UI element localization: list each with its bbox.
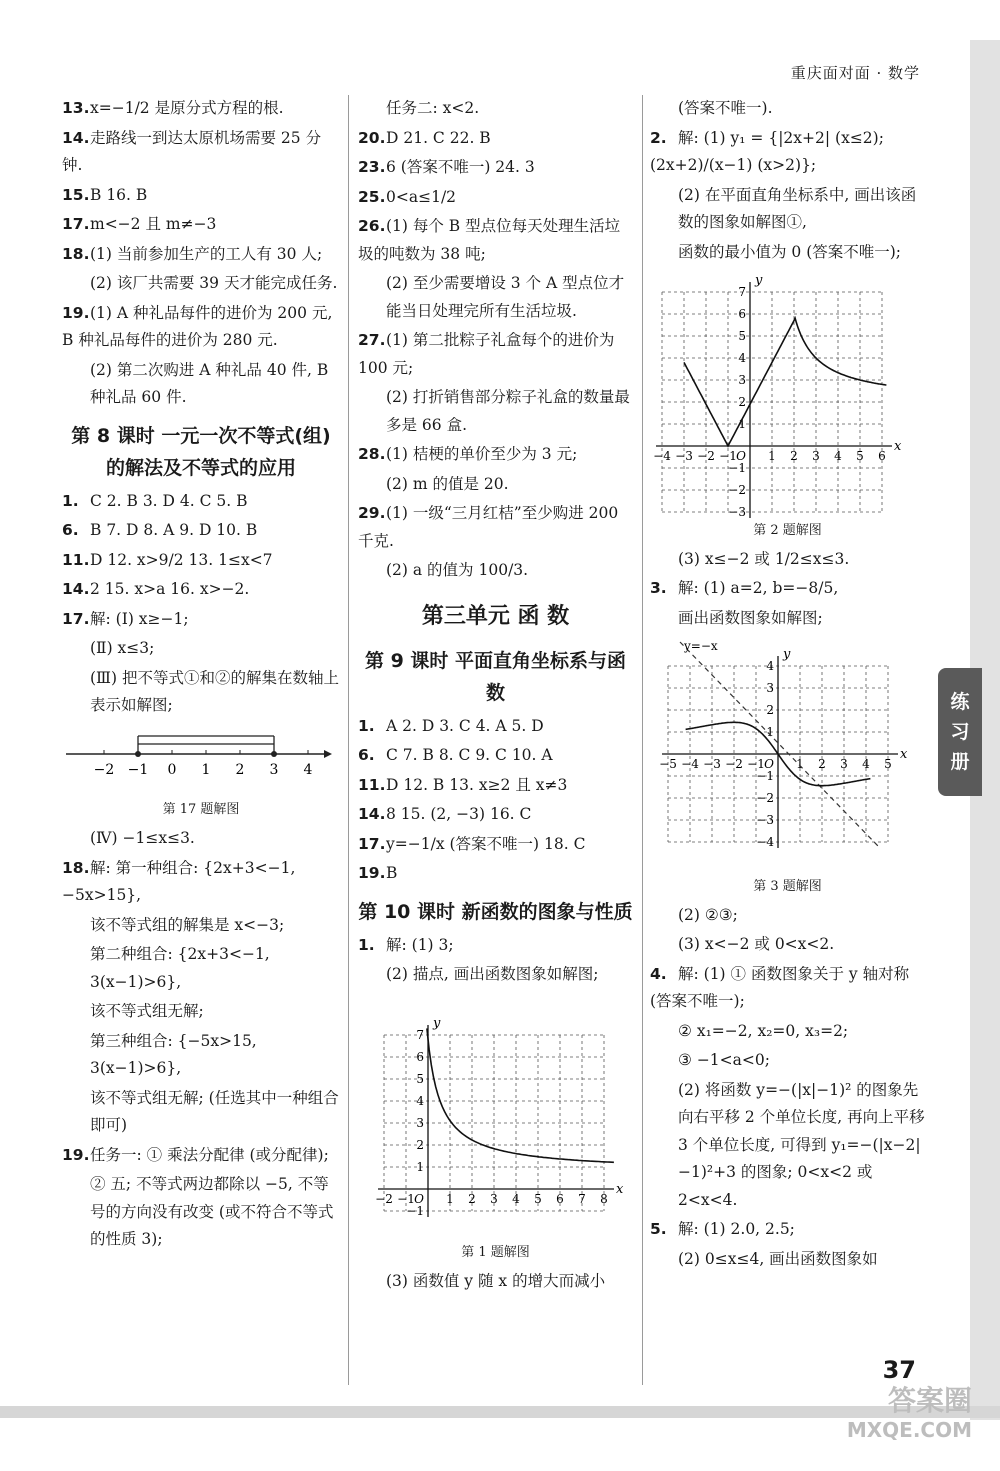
answer-item (62, 488, 340, 516)
y-axis-label: y (755, 273, 763, 288)
answer-text: B (386, 864, 398, 882)
answer-number: 19. (358, 864, 386, 882)
tick-label: 8 (600, 1191, 608, 1206)
answer-item (62, 211, 340, 239)
answer-text: ② x₁=−2, x₂=0, x₃=2; (678, 1021, 849, 1040)
figure-3-caption: 第 3 题解图 (753, 878, 822, 894)
answer-item (358, 500, 633, 555)
lesson-8-title: 第 8 课时 一元一次不等式(组)的解法及不等式的应用 (71, 424, 331, 479)
answer-number: 28. (358, 445, 386, 463)
tick-label: 4 (512, 1191, 520, 1206)
tick-label: 3 (840, 757, 848, 771)
tick-label: −2 (725, 757, 743, 771)
figure-17 (62, 724, 340, 822)
tick-label: −2 (93, 761, 115, 778)
answer-number: 1. (358, 716, 375, 735)
watermark (847, 1384, 972, 1442)
answer-number: 19. (62, 303, 90, 322)
answer-text: (2) 在平面直角坐标系中, 画出该函数的图象如解图①, (678, 185, 917, 231)
unit-3-title: 第三单元 函 数 (421, 603, 570, 629)
answer-item (650, 931, 925, 959)
tick-label: −3 (675, 449, 693, 463)
tick-label: 3 (269, 761, 279, 778)
answer-text: (2) 第二次购进 A 种礼品 40 件, B 种礼品 60 件. (90, 360, 329, 406)
answer-text: (2) 打折销售部分粽子礼盒的数量最多是 66 盒. (386, 388, 630, 434)
answer-item (62, 606, 340, 634)
answer-item (62, 1028, 340, 1083)
tick-label: −2 (697, 449, 715, 463)
answer-text: 6 (答案不唯一) 24. 3 (386, 158, 535, 176)
answer-text: (2) 0≤x≤4, 画出函数图象如 (678, 1249, 878, 1268)
answer-number: 11. (358, 775, 386, 794)
answer-item (358, 154, 633, 182)
tick-label: 3 (766, 681, 774, 695)
answer-item (62, 241, 340, 269)
tick-label: 2 (468, 1191, 476, 1206)
tick-label: −2 (756, 791, 774, 805)
tick-label: 1 (738, 417, 746, 431)
answer-item (650, 902, 925, 930)
answer-text: C 7. B 8. C 9. C 10. A (386, 746, 553, 764)
answer-item (62, 517, 340, 545)
answer-text: 该不等式组无解; (任选其中一种组合即可) (90, 1088, 339, 1134)
figure-1-graph (358, 993, 628, 1233)
answer-number: 2. (650, 128, 667, 147)
answer-number: 14. (62, 128, 90, 147)
tick-label: −2 (728, 483, 746, 497)
answer-text: y=−1/x (答案不唯一) 18. C (386, 834, 586, 853)
answer-number: 4. (650, 964, 667, 983)
answer-number: 15. (62, 185, 90, 204)
tick-label: 1 (446, 1191, 454, 1206)
answer-number: 26. (358, 217, 386, 235)
tick-label: −5 (659, 757, 677, 771)
answer-number: 11. (62, 550, 90, 569)
column-3 (650, 95, 925, 1275)
figure-3 (650, 636, 925, 898)
tab-char: 册 (950, 751, 970, 773)
answer-item (62, 576, 340, 604)
watermark-sub: MXQE.COM (846, 1418, 972, 1442)
answer-text: 解: 第一种组合: {2x+3<−1, −5x>15}, (62, 858, 296, 904)
tick-label: −1 (756, 769, 774, 783)
tick-label: 7 (738, 285, 746, 299)
answer-text: D 12. x>9/2 13. 1≤x<7 (90, 550, 273, 569)
answer-text: x=−1/2 是原分式方程的根. (90, 99, 284, 117)
tick-label: 5 (534, 1191, 542, 1206)
tick-label: −1 (747, 757, 765, 771)
tick-label: 4 (416, 1093, 424, 1108)
answer-number: 14. (62, 580, 90, 598)
answer-item (358, 441, 633, 469)
answer-item (62, 300, 340, 355)
lesson-9-title: 第 9 课时 平面直角坐标系与函数 (364, 649, 627, 704)
answer-text: (2) a 的值为 100/3. (386, 561, 529, 579)
answer-item (650, 95, 925, 123)
page-header: 重庆面对面 · 数学 (790, 64, 920, 82)
answer-item (358, 184, 633, 212)
answer-item (358, 557, 633, 585)
tick-label: −3 (703, 757, 721, 771)
answer-text: (2) m 的值是 20. (386, 474, 509, 493)
tick-label: 5 (416, 1071, 424, 1086)
answer-item (62, 1171, 340, 1254)
answer-item (62, 998, 340, 1026)
answer-number: 18. (62, 244, 90, 263)
answer-item (650, 1047, 925, 1075)
answer-number: 17. (62, 609, 90, 628)
answer-text: D 21. C 22. B (386, 128, 491, 147)
answer-number: 6. (62, 521, 79, 539)
answer-text: (2) 至少需要增设 3 个 A 型点位才能当日处理完所有生活垃圾. (386, 274, 625, 320)
answer-text: 画出函数图象如解图; (678, 608, 823, 627)
origin-label: O (736, 449, 746, 463)
figure-2-graph (650, 270, 918, 519)
answer-item (358, 831, 633, 859)
answer-text: (2) ②③; (678, 905, 738, 924)
answer-text: 解: (Ⅰ) x≥−1; (90, 609, 189, 628)
answer-item (650, 1077, 925, 1215)
figure-17-caption: 第 17 题解图 (162, 802, 240, 817)
tick-label: 1 (766, 725, 774, 739)
tick-label: 1 (768, 449, 776, 463)
tick-label: −4 (756, 835, 774, 849)
answer-text: (3) 函数值 y 随 x 的增大而减小 (386, 1272, 606, 1290)
tick-label: 2 (235, 761, 245, 778)
answer-number: 18. (62, 858, 90, 877)
answer-item (650, 239, 925, 267)
answer-number: 19. (62, 1145, 90, 1164)
page-number: 37 (882, 1356, 916, 1384)
answer-text: B 16. B (90, 185, 148, 204)
answer-number: 23. (358, 158, 386, 176)
tick-label: 2 (790, 449, 798, 463)
answer-item (358, 327, 633, 382)
answer-text: (Ⅱ) x≤3; (90, 639, 155, 657)
answer-item (62, 1142, 340, 1170)
tick-label: 0 (167, 761, 177, 778)
tick-label: −1 (397, 1191, 415, 1206)
answer-text: 走路线一到达太原机场需要 25 分钟. (62, 128, 322, 174)
answer-text: 0<a≤1/2 (386, 187, 457, 206)
answer-item (62, 912, 340, 940)
answer-text: 2 15. x>a 16. x>−2. (90, 580, 250, 598)
answer-text: D 12. B 13. x≥2 且 x≠3 (386, 775, 568, 794)
tick-label: 7 (416, 1027, 424, 1042)
tab-char: 习 (950, 721, 970, 743)
tick-label: −3 (756, 813, 774, 827)
figure-1 (358, 993, 633, 1265)
tick-label: −2 (375, 1191, 393, 1206)
answer-number: 1. (358, 935, 375, 954)
tab-char: 练 (950, 691, 970, 713)
answer-text: (1) 桔梗的单价至少为 3 元; (386, 445, 578, 463)
answer-text: (2) 该厂共需要 39 天才能完成任务. (90, 274, 338, 292)
answer-item (358, 213, 633, 268)
answer-number: 3. (650, 579, 667, 597)
answer-item (650, 1216, 925, 1244)
tick-label: 6 (878, 449, 886, 463)
answer-text: (Ⅳ) −1≤x≤3. (90, 829, 195, 847)
tick-label: 3 (738, 373, 746, 387)
answer-text: 解: (1) a=2, b=−8/5, (678, 579, 839, 597)
tick-label: 5 (856, 449, 864, 463)
tick-label: 6 (556, 1191, 564, 1206)
answer-number: 17. (358, 834, 386, 853)
column-2 (358, 95, 633, 1298)
answer-text: (3) x≤−2 或 1/2≤x≤3. (678, 549, 850, 568)
answer-text: 该不等式组无解; (90, 1002, 204, 1020)
answer-text: (1) 当前参加生产的工人有 30 人; (90, 244, 323, 263)
answer-text: ③ −1<a<0; (678, 1051, 770, 1069)
origin-label: O (764, 757, 774, 771)
answer-number: 25. (358, 187, 386, 206)
tick-label: 5 (884, 757, 892, 771)
tick-label: 6 (416, 1049, 424, 1064)
answer-item (650, 961, 925, 1016)
answer-item (62, 825, 340, 853)
answer-item (358, 125, 633, 153)
answer-text: (1) 每个 B 型点位每天处理生活垃圾的吨数为 38 吨; (358, 217, 621, 263)
answer-text: A 2. D 3. C 4. A 5. D (386, 716, 544, 735)
tick-label: 1 (416, 1159, 424, 1174)
answer-item (62, 95, 340, 123)
answer-item (358, 860, 633, 888)
tick-label: 3 (416, 1115, 424, 1130)
answer-number: 17. (62, 215, 90, 233)
answer-item (358, 713, 633, 741)
answer-text: (答案不唯一). (678, 99, 773, 117)
answer-item (62, 270, 340, 298)
answer-item (62, 635, 340, 663)
answer-item (62, 357, 340, 412)
answer-number: 20. (358, 128, 386, 147)
tick-label: −1 (406, 1203, 424, 1218)
answer-text: (1) 第二批粽子礼盒每个的进价为 100 元; (358, 331, 615, 377)
answer-text: 第二种组合: {2x+3<−1, 3(x−1)>6}, (90, 945, 270, 991)
figure-3-graph (650, 636, 918, 866)
answer-text: 任务一: ① 乘法分配律 (或分配律); (90, 1145, 329, 1164)
x-axis-label: x (616, 1181, 624, 1197)
tick-label: 4 (303, 761, 313, 778)
figure-3-line-label: y=−x (684, 639, 718, 653)
answer-text: 解: (1) ① 函数图象关于 y 轴对称 (答案不唯一); (650, 964, 910, 1010)
answer-text: 8 15. (2, −3) 16. C (386, 805, 532, 823)
answer-item (62, 125, 340, 180)
answer-item (62, 941, 340, 996)
tick-label: 3 (490, 1191, 498, 1206)
x-axis-label: x (894, 439, 902, 454)
column-divider (642, 95, 643, 1385)
answer-item (358, 471, 633, 499)
origin-label: O (414, 1191, 424, 1206)
answer-item (62, 665, 340, 720)
figure-1-caption: 第 1 题解图 (461, 1245, 530, 1260)
answer-number: 1. (62, 491, 79, 510)
tick-label: 2 (766, 703, 774, 717)
answer-number: 27. (358, 331, 386, 349)
tick-label: 2 (416, 1137, 424, 1152)
tick-label: 4 (862, 757, 870, 771)
answer-item (358, 801, 633, 829)
answer-item (358, 961, 633, 989)
tick-label: 3 (812, 449, 820, 463)
answer-item (358, 384, 633, 439)
answer-text: 任务二: x<2. (386, 99, 480, 117)
answer-number: 6. (358, 746, 375, 764)
answer-text: 解: (1) 3; (386, 935, 454, 954)
answer-text: (3) x<−2 或 0<x<2. (678, 935, 835, 953)
answer-item (650, 1018, 925, 1046)
answer-text: (2) 将函数 y=−(|x|−1)² 的图象先向右平移 2 个单位长度, 再向上平移 3 个单位长度, 可得到 y₁=−(|x−2|−1)²+3 的图象; 0<x<2 或 2<x<4. (678, 1080, 925, 1209)
answer-item (650, 575, 925, 603)
answer-number: 29. (358, 504, 386, 522)
answer-number: 13. (62, 99, 90, 117)
answer-text: m<−2 且 m≠−3 (90, 215, 217, 233)
answer-item (358, 1268, 633, 1296)
answer-item (62, 547, 340, 575)
answer-text: 函数的最小值为 0 (答案不唯一); (678, 242, 902, 261)
tick-label: −1 (127, 761, 149, 778)
answer-item (358, 932, 633, 960)
answer-text: 解: (1) y₁ = {|2x+2| (x≤2); (2x+2)/(x−1) (x>2)}; (650, 128, 884, 174)
tick-label: 4 (834, 449, 842, 463)
tick-label: 4 (766, 659, 774, 673)
answer-text: (1) 一级“三月红桔”至少购进 200 千克. (358, 504, 619, 550)
answer-text: 该不等式组的解集是 x<−3; (90, 915, 285, 934)
answer-item (650, 1246, 925, 1274)
tick-label: 4 (738, 351, 746, 365)
x-axis-label: x (900, 747, 908, 762)
answer-item (358, 742, 633, 770)
lesson-10-title: 第 10 课时 新函数的图象与性质 (358, 900, 633, 923)
number-line (62, 724, 332, 790)
tick-label: −1 (719, 449, 737, 463)
answer-item (358, 95, 633, 123)
y-axis-label: y (433, 1015, 441, 1031)
figure-2-caption: 第 2 题解图 (753, 522, 822, 538)
answer-text: 第三种组合: {−5x>15, 3(x−1)>6}, (90, 1031, 257, 1077)
answer-item (358, 772, 633, 800)
figure-2 (650, 270, 925, 542)
tick-label: 7 (578, 1191, 586, 1206)
answer-item (650, 182, 925, 237)
tick-label: −4 (681, 757, 699, 771)
y-axis-label: y (783, 647, 791, 662)
answer-item (358, 270, 633, 325)
answer-item (62, 182, 340, 210)
answer-number: 5. (650, 1220, 667, 1238)
tick-label: 5 (738, 329, 746, 343)
column-1 (62, 95, 340, 1256)
answer-item (62, 855, 340, 910)
column-divider (348, 95, 349, 1385)
tick-label: −4 (653, 449, 671, 463)
answer-text: (1) A 种礼品每件的进价为 200 元, B 种礼品每件的进价为 280 元. (62, 303, 333, 349)
tick-label: −1 (728, 461, 746, 475)
watermark-main: 答案圈 (887, 1384, 972, 1417)
answer-item (62, 1085, 340, 1140)
answer-text: ② 五; 不等式两边都除以 −5, 不等号的方向没有改变 (或不符合不等式的性质 3); (90, 1175, 334, 1248)
tick-label: 1 (201, 761, 211, 778)
tick-label: 2 (738, 395, 746, 409)
answer-text: C 2. B 3. D 4. C 5. B (90, 491, 248, 510)
tick-label: −3 (728, 505, 746, 519)
answer-item (650, 125, 925, 180)
tick-label: 6 (738, 307, 746, 321)
answer-item (650, 546, 925, 574)
answer-text: B 7. D 8. A 9. D 10. B (90, 521, 258, 539)
answer-text: (2) 描点, 画出函数图象如解图; (386, 965, 599, 983)
answer-text: (Ⅲ) 把不等式①和②的解集在数轴上表示如解图; (90, 668, 339, 714)
answer-text: 解: (1) 2.0, 2.5; (678, 1220, 795, 1238)
tick-label: 2 (818, 757, 826, 771)
tick-label: 1 (796, 757, 804, 771)
practice-book-tab (938, 668, 982, 796)
answer-item (650, 605, 925, 633)
answer-number: 14. (358, 805, 386, 823)
